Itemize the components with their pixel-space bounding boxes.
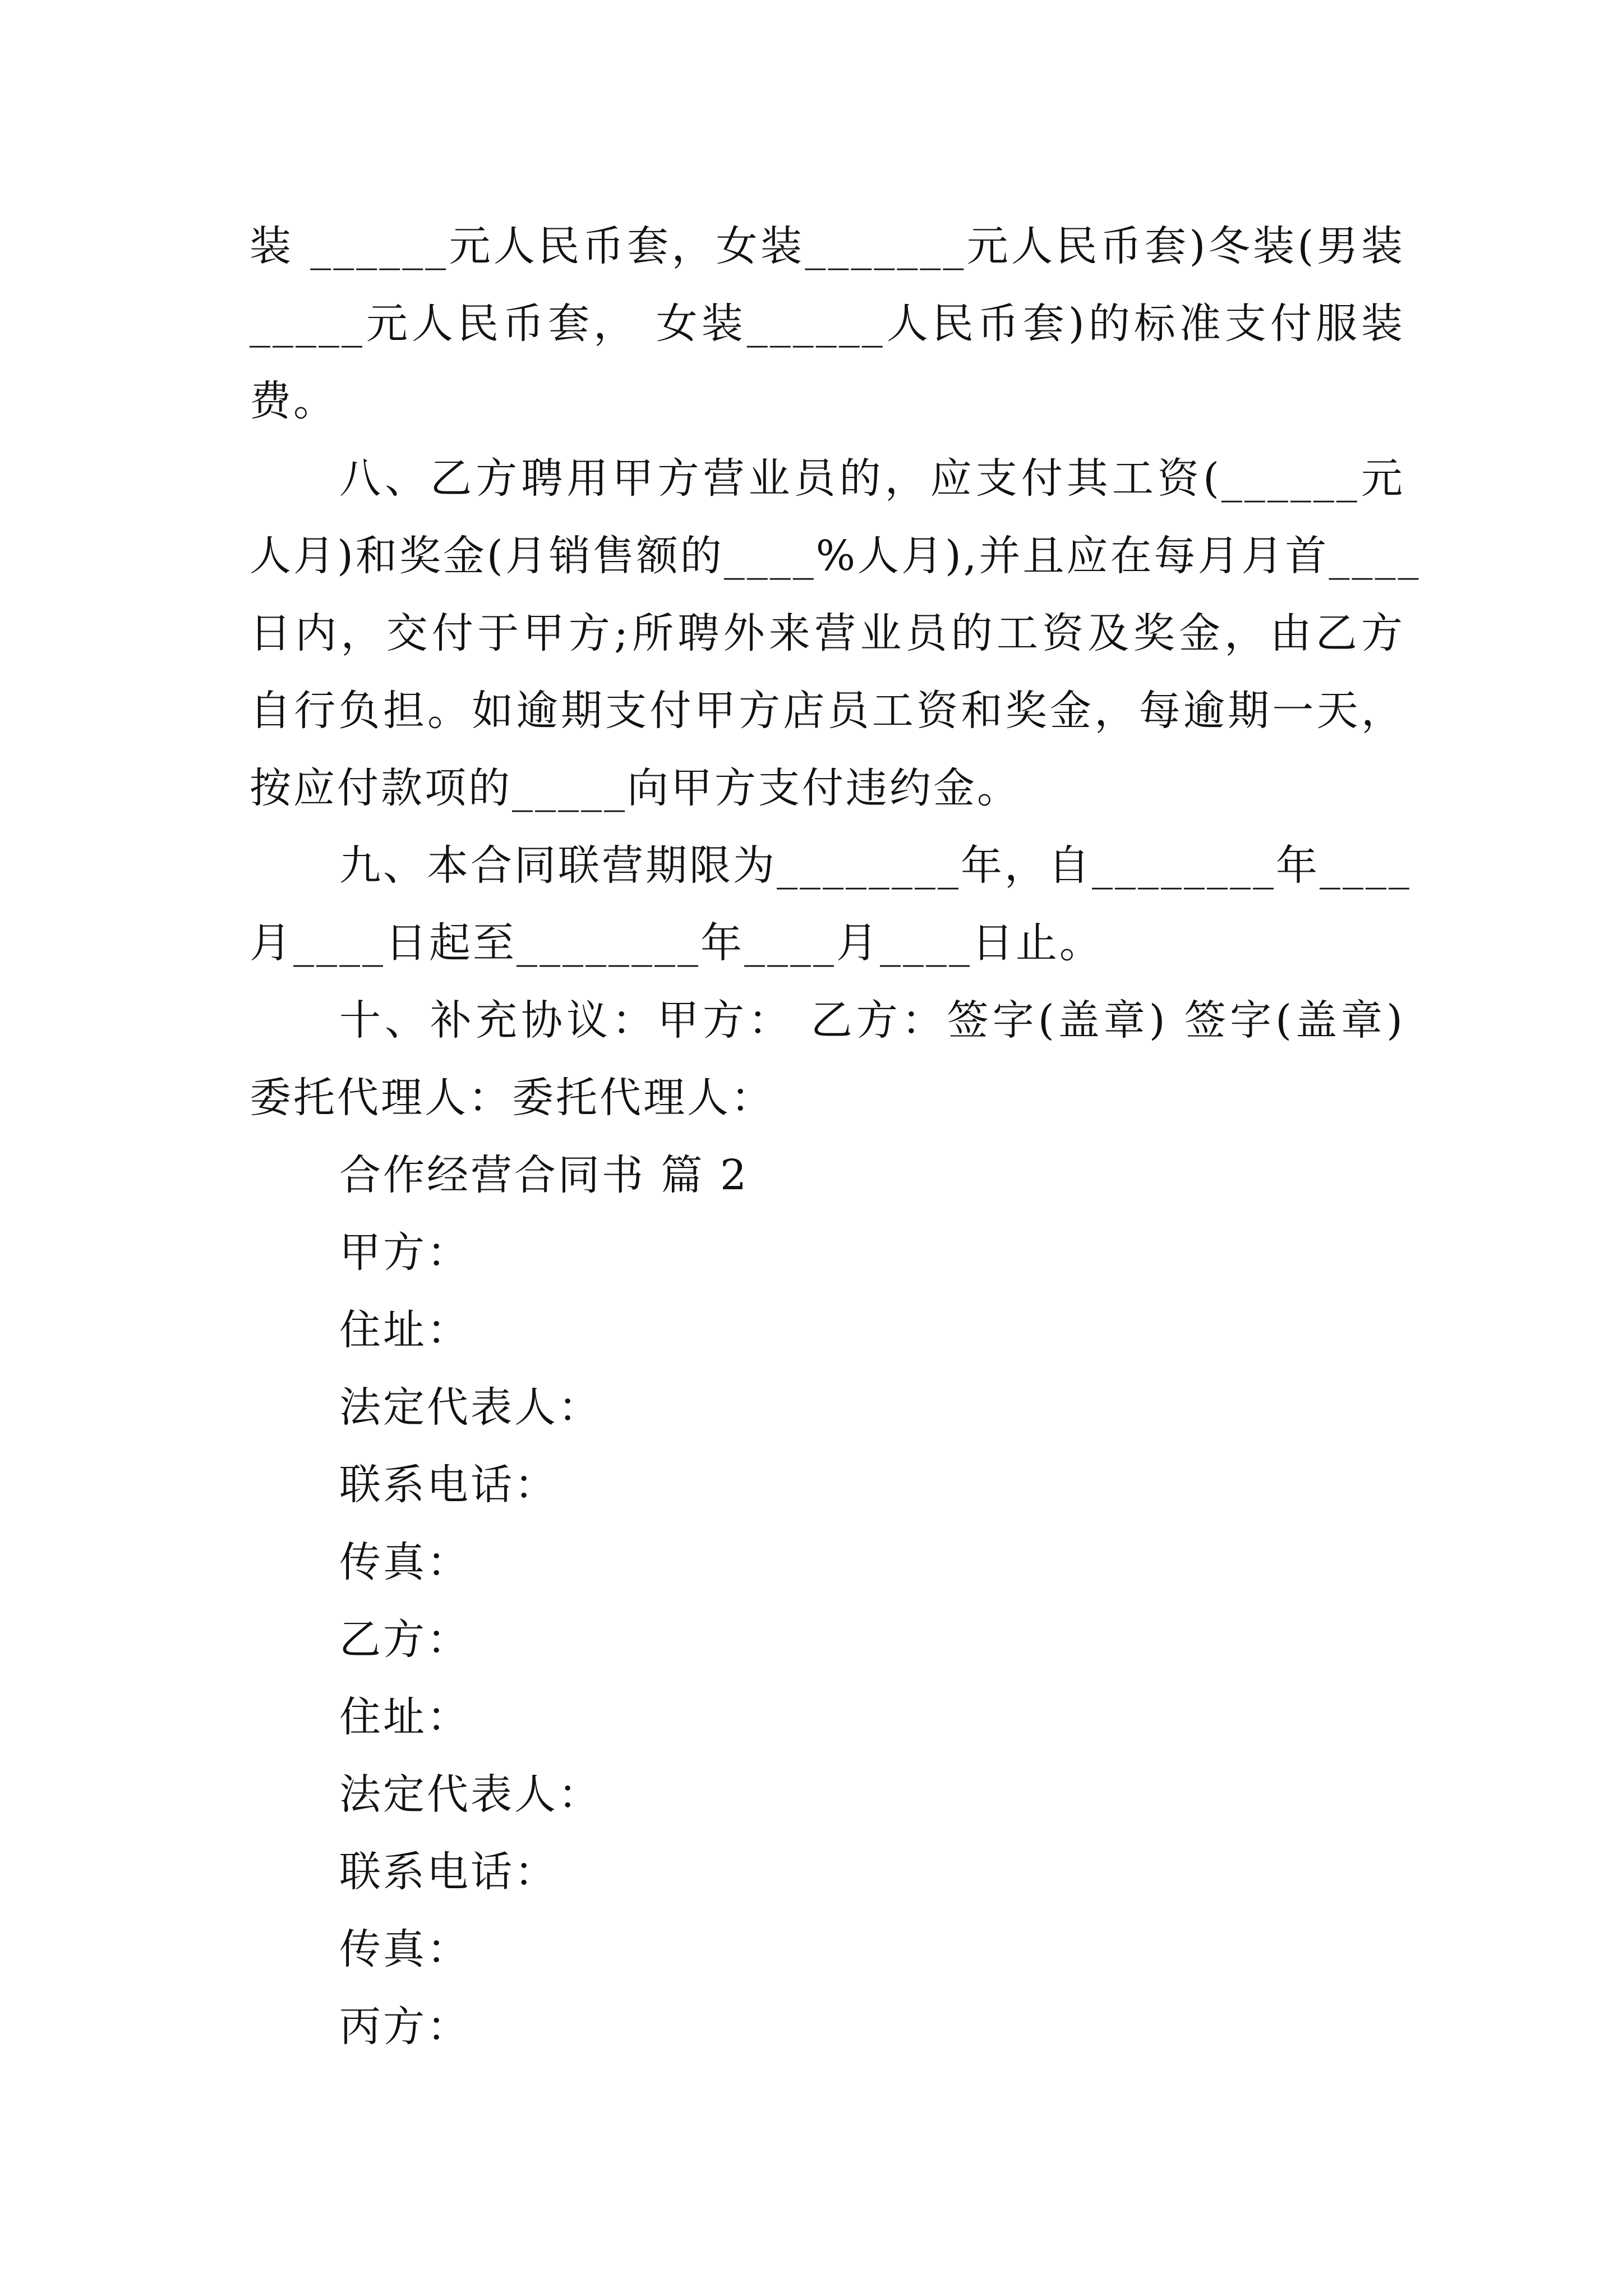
- party-b-label: 乙方：: [339, 1616, 471, 1664]
- address-label: 住址：: [339, 1693, 471, 1741]
- text-line: 费。: [250, 377, 337, 425]
- fax-label: 传真：: [339, 1538, 471, 1586]
- legal-representative-label: 法定代表人：: [339, 1770, 602, 1819]
- text-line: 自行负担。如逾期支付甲方店员工资和奖金，每逾期一天，: [250, 687, 1405, 735]
- phone-label: 联系电话：: [339, 1461, 558, 1509]
- phone-label: 联系电话：: [339, 1848, 558, 1896]
- fax-label: 传真：: [339, 1925, 471, 1973]
- text-line: 人月)和奖金(月销售额的____%人月),并且应在每月月首____: [250, 532, 1421, 580]
- address-label: 住址：: [339, 1306, 471, 1354]
- text-line: 日内，交付于甲方;所聘外来营业员的工资及奖金，由乙方: [250, 609, 1405, 657]
- clause-ten-line: 十、补充协议：甲方： 乙方：签字(盖章) 签字(盖章): [339, 996, 1405, 1045]
- section-title: 合作经营合同书 篇 2: [339, 1151, 749, 1199]
- text-line: 委托代理人：委托代理人：: [250, 1074, 774, 1122]
- party-a-label: 甲方：: [339, 1228, 471, 1277]
- clause-eight-line: 八、乙方聘用甲方营业员的，应支付其工资(______元: [339, 454, 1405, 503]
- legal-representative-label: 法定代表人：: [339, 1383, 602, 1432]
- text-line: 装 ______元人民币套，女装_______元人民币套)冬装(男装: [250, 222, 1405, 270]
- party-c-label: 丙方：: [339, 2003, 471, 2051]
- text-line: _____元人民币套， 女装______人民币套)的标准支付服装: [250, 300, 1405, 348]
- text-line: 月____日起至________年____月____日止。: [250, 919, 1103, 967]
- document-page: [250, 208, 1421, 2065]
- text-line: 按应付款项的_____向甲方支付违约金。: [250, 764, 1021, 812]
- clause-nine-line: 九、本合同联营期限为________年，自________年____: [339, 841, 1412, 890]
